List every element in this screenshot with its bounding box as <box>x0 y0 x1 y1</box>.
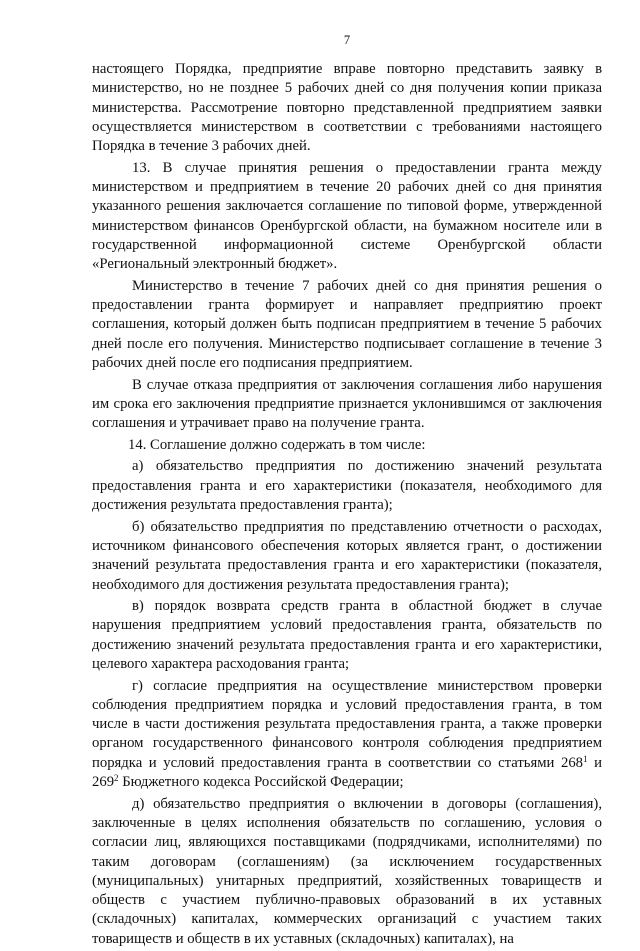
page-number: 7 <box>343 33 351 47</box>
paragraph-draft-agreement: Министерство в течение 7 рабочих дней со дня принятия решения о предоставлении гранта формирует и направляет предприятию проект соглашения, который должен быть подписан предприятием в течение 5 рабочих дней после его получения. Министерство подписывает соглашение в течение 3 рабочих дней после его подписания предприятием. <box>92 277 602 372</box>
list-item-g <box>92 677 602 793</box>
list-item-v: в) порядок возврата средств гранта в областной бюджет в случае нарушения предприятием условий предоставления гранта, обязательств по достижению значений результата предоставления гранта и его характеристики, целевого характера расходования гранта; <box>92 598 602 672</box>
paragraph-item-13: 13. В случае принятия решения о предоставлении гранта между министерством и предприятием в течение 20 рабочих дней со дня принятия указанного решения заключается соглашение по типовой форме, утвержденной министерством финансов Оренбургской области, на бумажном носителе или в государственной информационной системе Оренбургской области «Региональный электронный бюджет». <box>92 159 602 273</box>
paragraph-continuation: настоящего Порядка, предприятие вправе повторно представить заявку в министерство, но не позднее 5 рабочих дней со дня получения копии приказа министерства. Рассмотрение повторно представленной предприятием заявки осуществляется министерством в соответствии с требованиями настоящего Порядка в течение 3 рабочих дней. <box>92 61 602 155</box>
list-item-g-and: и 269 <box>92 754 602 791</box>
paragraph-refusal: В случае отказа предприятия от заключения соглашения либо нарушения им срока его заключения предприятие признается уклонившимся от заключения соглашения и утрачивает право на получение гранта. <box>92 376 602 432</box>
list-item-g-text: г) согласие предприятия на осуществление министерством проверки соблюдения предприятием порядка и условий предоставления гранта, в том числе в части достижения результата предоставления гранта, а также проверки органом государственного финансового контроля соблюдения предприятием порядка и условий предоставления гранта в соответствии со статьями 268 <box>92 677 602 771</box>
document-body <box>92 60 602 951</box>
list-item-g-end: Бюджетного кодекса Российской Федерации; <box>118 774 404 791</box>
paragraph-item-14: 14. Соглашение должно содержать в том числе: <box>128 436 426 453</box>
superscript-1: 1 <box>583 753 588 764</box>
list-item-a: а) обязательство предприятия по достижению значений результата предоставления гранта и его характеристики (показателя, необходимого для достижения результата предоставления гранта); <box>92 458 602 514</box>
list-item-d: д) обязательство предприятия о включении в договоры (соглашения), заключенные в целях исполнения обязательств по соглашению, условия о согласии лиц, являющихся поставщиками (подрядчиками, исполнителями) по таким договорам (соглашениям) (за исключением государственных (муниципальных) унитарных предприятий, хозяйственных товариществ и обществ с участием публично-правовых образований в их уставных (складочных) капиталах, коммерческих организаций с участием таких товариществ и обществ в их уставных (складочных) капиталах), на <box>92 795 602 947</box>
superscript-2: 2 <box>114 773 119 784</box>
list-item-b: б) обязательство предприятия по представлению отчетности о расходах, источником финансового обеспечения которых является грант, о достижении значений результата предоставления гранта и его характеристики (показателя, необходимого для достижения результата предоставления гранта); <box>92 518 602 593</box>
